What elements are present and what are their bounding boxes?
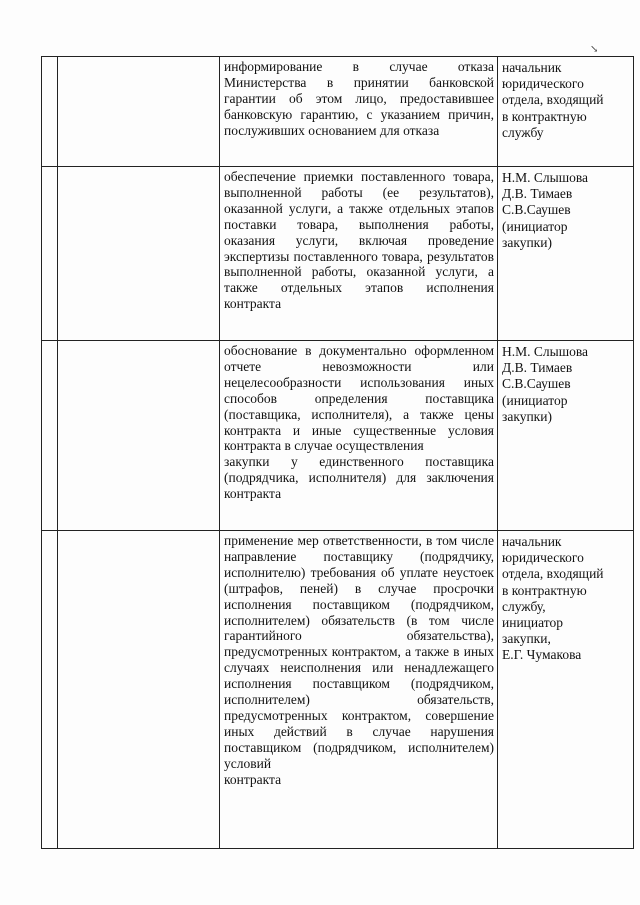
description-text [220,341,497,502]
responsible-line: в контрактную [502,108,587,124]
table-row [42,167,634,341]
responsible-line: инициатор [502,615,563,631]
responsible-line: закупки) [502,408,552,424]
responsible-cell [498,531,634,849]
responsible-line: Н.М. Слышова [502,344,589,359]
responsible-cell [498,57,634,167]
responsible-line: отдела, входящий [502,566,604,582]
empty-cell [58,57,220,167]
number-cell [42,57,58,167]
responsible-line: Д.В. Тимаев [502,186,573,202]
description-cell [220,57,498,167]
responsible-text [498,341,633,425]
responsible-line: (инициатор [502,218,568,234]
table-row [42,57,634,167]
table-row [42,341,634,531]
description-text: информирование в случае отказа Министерства в принятии банковской гарантии об этом лицо, предоставившее банковскую гарантию, с указанием причин, послуживших основанием для отказа [224,59,494,138]
responsible-line: отдела, входящий [502,92,604,108]
description-tail: закупки у единственного поставщика (подрядчика, исполнителя) для заключения контракта [224,454,494,502]
responsible-cell [498,167,634,341]
responsible-line: службу [502,124,544,140]
table-row [42,531,634,849]
responsible-line: Н.М. Слышова [502,170,589,185]
responsible-line: (инициатор [502,392,568,408]
description-text: обеспечение приемки поставленного товара, выполненной работы (ее результатов), оказанной услуги, а также отдельных этапов поставки товара, выполнения работы, оказания услуги, включая проведение экспертизы поставленного товара, результатов выполненной работы, оказанной услуги, а также отдельных этапов исполнения контракта [224,169,494,312]
responsible-line: Д.В. Тимаев [502,360,573,376]
description-cell [220,167,498,341]
responsible-line: начальник [502,534,562,549]
responsible-line: в контрактную [502,582,587,598]
number-cell [42,167,58,341]
empty-cell [58,341,220,531]
number-cell [42,531,58,849]
number-cell [42,341,58,531]
responsibility-table [41,56,634,849]
responsible-line: Е.Г. Чумакова [502,647,582,663]
empty-cell [58,531,220,849]
responsible-line: юридического [502,550,584,566]
responsible-line: закупки, [502,631,551,647]
responsible-text [498,531,633,664]
responsible-text [498,57,633,141]
scan-mark: ↘ [590,44,599,55]
responsible-text [498,167,633,251]
description-main: применение мер ответственности, в том числе направление поставщику (подрядчику, исполнителю) требования об уплате неустоек (штрафов, пеней) в случае просрочки исполнения поставщиком (подрядчиком, исполнителем) обязательств (в том числе гарантийного обязательства), предусмотренных контрактом, а также в иных случаях неисполнения или ненадлежащего исполнения поставщиком (подрядчиком, исполнителем) обязательств, предусмотренных контрактом, совершение иных действий в случае нарушения поставщиком (подрядчиком, исполнителем) условий [224,533,494,771]
responsible-line: С.В.Саушев [502,376,571,392]
description-tail: контракта [224,771,282,787]
responsible-line: службу, [502,598,546,614]
empty-cell [58,167,220,341]
responsible-line: юридического [502,76,584,92]
description-cell [220,341,498,531]
description-text [220,531,497,788]
responsible-cell [498,341,634,531]
responsible-line: начальник [502,60,562,75]
description-cell [220,531,498,849]
responsible-line: закупки) [502,234,552,250]
description-main: обоснование в документально оформленном отчете невозможности или нецелесообразности использования иных способов определения поставщика (поставщика, исполнителя), а также цены контракта и иные существенные условия контракта в случае осуществления [224,343,494,454]
responsible-line: С.В.Саушев [502,202,571,218]
